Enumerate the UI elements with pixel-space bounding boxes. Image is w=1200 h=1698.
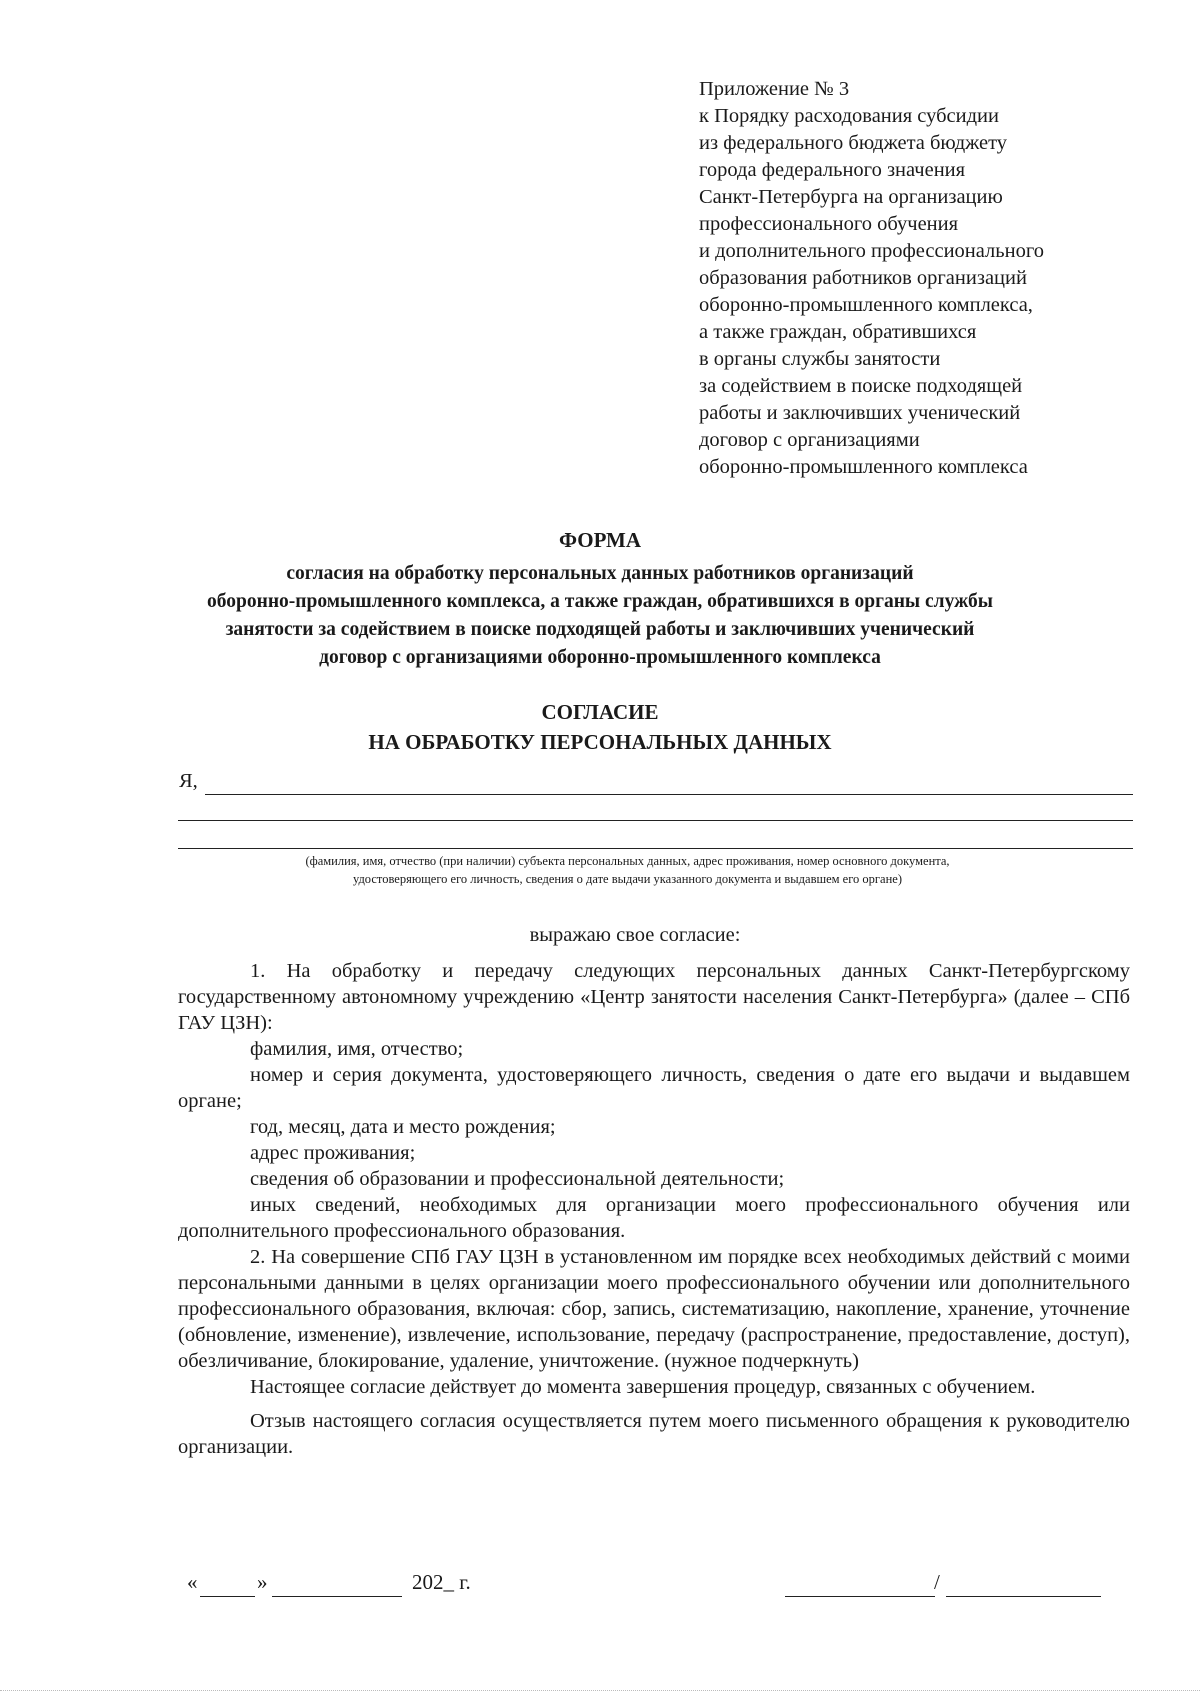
appendix-line: договор с организациями bbox=[699, 429, 920, 451]
appendix-line: и дополнительного профессионального bbox=[699, 240, 1045, 262]
appendix-line: к Порядку расходования субсидии bbox=[699, 105, 999, 127]
address-fill-line[interactable] bbox=[178, 820, 1133, 821]
consent-heading-line1: СОГЛАСИЕ bbox=[541, 700, 659, 724]
appendix-line: за содействием в поиске подходящей bbox=[699, 375, 1023, 397]
data-item: сведения об образовании и профессиональной деятельности; bbox=[250, 1168, 785, 1190]
date-year: 202_ г. bbox=[412, 1570, 471, 1594]
data-item: номер и серия документа, удостоверяющего личность, сведения о дате его выдачи и выдавшем органе; bbox=[178, 1064, 1130, 1112]
consent-intro: выражаю свое согласие: bbox=[529, 924, 741, 946]
caption-line: удостоверяющего его личность, сведения о дате выдачи указанного документа и выдавшем его органе) bbox=[352, 872, 902, 886]
consent-paragraph-1: 1. На обработку и передачу следующих персональных данных Санкт-Петербургскому государственному автономному учреждению «Центр занятости населения Санкт-Петербурга» (далее – СПб ГАУ ЦЗН): bbox=[178, 960, 1130, 1034]
appendix-line: работы и заключивших ученический bbox=[699, 402, 1021, 424]
data-item: фамилия, имя, отчество; bbox=[250, 1038, 464, 1060]
signature-slash: / bbox=[934, 1570, 940, 1594]
appendix-line: Приложение № 3 bbox=[699, 78, 850, 100]
appendix-line: а также граждан, обратившихся bbox=[699, 321, 977, 343]
date-month-line[interactable] bbox=[272, 1596, 402, 1597]
date-day-line[interactable] bbox=[200, 1596, 255, 1597]
signature-line[interactable] bbox=[785, 1596, 935, 1597]
consent-revocation-paragraph: Отзыв настоящего согласия осуществляется путем моего письменного обращения к руководителю организации. bbox=[178, 1410, 1130, 1458]
appendix-line: образования работников организаций bbox=[699, 267, 1027, 289]
caption-line: (фамилия, имя, отчество (при наличии) субъекта персональных данных, адрес проживания, номер основного документа, bbox=[305, 854, 950, 868]
data-item: адрес проживания; bbox=[250, 1142, 416, 1164]
date-close-quote: » bbox=[257, 1570, 268, 1594]
form-subtitle-line: занятости за содействием в поиске подходящей работы и заключивших ученический bbox=[225, 619, 975, 640]
form-subtitle bbox=[150, 560, 1050, 672]
consent-paragraph-2: 2. На совершение СПб ГАУ ЦЗН в установленном им порядке всех необходимых действий с моими персональными данными в целях организации моего профессионального обучении или дополнительного профессионального образования, включая: сбор, запись, систематизацию, накопление, хранение, уточнение (обновление, изменение), извлечение, использование, передачу (распространение, предоставление, доступ), обезличивание, блокирование, удаление, уничтожение. (нужное подчеркнуть) bbox=[178, 1246, 1130, 1372]
consent-heading bbox=[150, 697, 1050, 757]
date-open-quote: « bbox=[187, 1570, 198, 1594]
appendix-line: оборонно-промышленного комплекса bbox=[699, 456, 1028, 478]
consent-validity-paragraph: Настоящее согласие действует до момента завершения процедур, связанных с обучением. bbox=[250, 1376, 1036, 1398]
appendix-line: в органы службы занятости bbox=[699, 348, 941, 370]
appendix-line: профессионального обучения bbox=[699, 213, 959, 235]
name-fill-line[interactable] bbox=[205, 794, 1133, 795]
appendix-line: Санкт-Петербурга на организацию bbox=[699, 186, 1003, 208]
data-item: иных сведений, необходимых для организации моего профессионального обучения или дополнительного профессионального образования. bbox=[178, 1194, 1130, 1242]
form-heading: ФОРМА bbox=[558, 528, 642, 552]
appendix-block bbox=[699, 76, 1139, 481]
ya-label: Я, bbox=[179, 770, 198, 792]
form-subtitle-line: договор с организациями оборонно-промышленного комплекса bbox=[319, 647, 881, 668]
data-item: год, месяц, дата и место рождения; bbox=[250, 1116, 556, 1138]
fill-caption bbox=[160, 852, 1095, 888]
consent-heading-line2: НА ОБРАБОТКУ ПЕРСОНАЛЬНЫХ ДАННЫХ bbox=[368, 730, 832, 754]
form-subtitle-line: согласия на обработку персональных данных работников организаций bbox=[286, 563, 914, 584]
scan-edge bbox=[0, 1690, 1200, 1691]
document-fill-line[interactable] bbox=[178, 848, 1133, 849]
appendix-line: города федерального значения bbox=[699, 159, 966, 181]
appendix-line: оборонно-промышленного комплекса, bbox=[699, 294, 1033, 316]
form-subtitle-line: оборонно-промышленного комплекса, а также граждан, обратившихся в органы службы bbox=[207, 591, 993, 612]
signature-name-line[interactable] bbox=[946, 1596, 1101, 1597]
appendix-line: из федерального бюджета бюджету bbox=[699, 132, 1008, 154]
consent-body bbox=[178, 958, 1130, 1460]
